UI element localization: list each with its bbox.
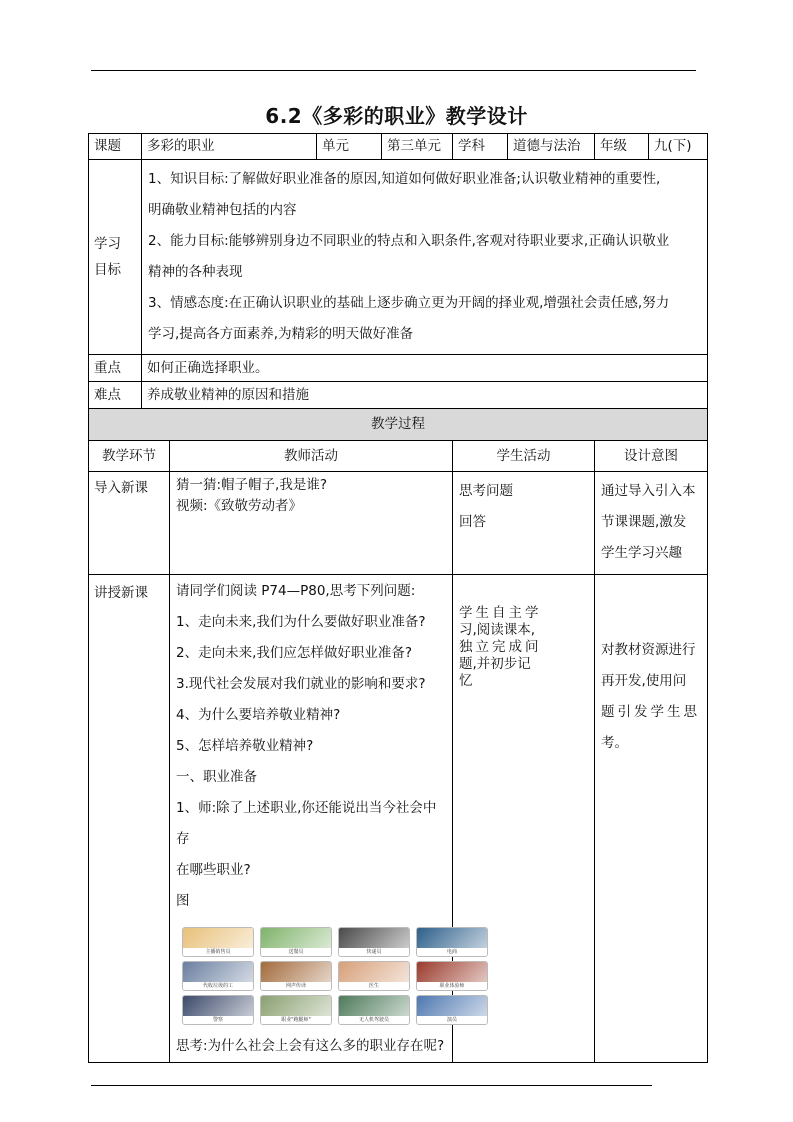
occupation-illustration	[417, 928, 487, 948]
column-header-row	[89, 441, 708, 472]
grade-value: 九(下)	[649, 134, 708, 160]
teacher-line: 请同学们阅读 P74—P80,思考下列问题:	[176, 583, 416, 599]
teacher-line: 5、怎样培养敬业精神?	[176, 738, 314, 754]
occupation-caption: 医生	[339, 982, 409, 990]
intro-teacher	[170, 472, 453, 575]
teacher-line: 图	[176, 893, 190, 909]
teacher-line: 1、走向未来,我们为什么要做好职业准备?	[176, 614, 426, 630]
difficult-point-value: 养成敬业精神的原因和措施	[142, 382, 708, 409]
occupation-caption: 快递员	[339, 948, 409, 956]
purpose-line: 考。	[601, 735, 628, 751]
occupation-illustration	[417, 996, 487, 1016]
lecture-purpose	[595, 575, 708, 1063]
grade-label: 年级	[595, 134, 649, 160]
occupation-illustration	[261, 962, 331, 982]
lecture-teacher	[170, 575, 465, 1063]
teacher-line: 在哪些职业?	[176, 862, 251, 878]
column-purpose: 设计意图	[595, 441, 708, 472]
occupation-caption: 电商	[417, 948, 487, 956]
teacher-line: 1、师:除了上述职业,你还能说出当今社会中存	[176, 800, 437, 847]
occupation-image	[260, 995, 332, 1025]
occupation-illustration	[339, 928, 409, 948]
header-rule	[91, 70, 696, 71]
occupation-illustration	[339, 996, 409, 1016]
occupation-illustration	[261, 996, 331, 1016]
occupation-image	[338, 927, 410, 957]
occupation-caption: 网声传译	[261, 982, 331, 990]
objective-line: 学习,提高各方面素养,为精彩的明天做好准备	[148, 326, 414, 342]
occupation-illustration	[339, 962, 409, 982]
lecture-row	[89, 575, 708, 1063]
occupation-image	[416, 927, 488, 957]
process-header-row	[89, 409, 708, 441]
purpose-line: 题引发学生思	[601, 704, 700, 720]
document-title: 6.2《多彩的职业》教学设计	[265, 104, 528, 128]
key-point-label: 重点	[89, 355, 142, 382]
objective-line: 明确敬业精神包括的内容	[148, 202, 297, 218]
column-teacher: 教师活动	[170, 441, 453, 472]
objective-line: 3、情感态度:在正确认识职业的基础上逐步确立更为开阔的择业观,增强社会责任感,努力	[148, 295, 670, 311]
teacher-line: 2、走向未来,我们应怎样做好职业准备?	[176, 645, 413, 661]
teacher-line: 猜一猜:帽子帽子,我是谁?	[176, 477, 328, 493]
purpose-line: 学生学习兴趣	[601, 545, 682, 561]
teacher-line: 3.现代社会发展对我们就业的影响和要求?	[176, 676, 426, 692]
occupation-image	[338, 995, 410, 1025]
occupation-image-grid	[182, 927, 465, 1025]
key-point-row	[89, 355, 708, 382]
student-line: 回答	[459, 514, 486, 530]
key-point-value: 如何正确选择职业。	[142, 355, 708, 382]
occupation-image	[416, 961, 488, 991]
student-line: 题,并初步记	[459, 656, 531, 672]
occupation-illustration	[183, 928, 253, 948]
subject-label: 学科	[453, 134, 508, 160]
student-line: 习,阅读课本,	[459, 622, 536, 638]
info-row	[89, 134, 708, 160]
occupation-image	[260, 961, 332, 991]
occupation-caption: 主播销售员	[183, 948, 253, 956]
column-student: 学生活动	[453, 441, 595, 472]
occupation-image	[260, 927, 332, 957]
occupation-illustration	[183, 996, 253, 1016]
occupation-caption: 警察	[183, 1016, 253, 1024]
topic-value: 多彩的职业	[142, 134, 317, 160]
difficult-point-label: 难点	[89, 382, 142, 409]
difficult-point-row	[89, 382, 708, 409]
objectives-row	[89, 160, 708, 355]
objective-line: 2、能力目标:能够辨别身边不同职业的特点和入职条件,客观对待职业要求,正确认识敬业	[148, 233, 670, 249]
intro-student	[453, 472, 595, 575]
occupation-image	[338, 961, 410, 991]
objectives-label: 学习目标	[89, 160, 142, 355]
teacher-line: 4、为什么要培养敬业精神?	[176, 707, 341, 723]
occupation-caption: 演员	[417, 1016, 487, 1024]
unit-value: 第三单元	[382, 134, 453, 160]
intro-purpose	[595, 472, 708, 575]
teacher-line: 思考:为什么社会上会有这么多的职业存在呢?	[176, 1038, 445, 1054]
purpose-line: 对教材资源进行	[601, 642, 696, 658]
objectives-content	[142, 160, 708, 355]
occupation-image	[182, 995, 254, 1025]
student-line: 独立完成问	[459, 639, 542, 655]
student-line: 忆	[459, 673, 473, 689]
column-stage: 教学环节	[89, 441, 170, 472]
lesson-plan-table	[88, 133, 707, 1063]
occupation-image	[416, 995, 488, 1025]
occupation-caption: 无人机驾驶员	[339, 1016, 409, 1024]
student-line: 思考问题	[459, 483, 513, 499]
intro-stage: 导入新课	[89, 472, 170, 575]
occupation-caption: 职业体验师	[417, 982, 487, 990]
purpose-line: 通过导入引入本	[601, 483, 696, 499]
objective-line: 精神的各种表现	[148, 264, 243, 280]
intro-row	[89, 472, 708, 575]
occupation-image	[182, 961, 254, 991]
purpose-line: 节课课题,激发	[601, 514, 687, 530]
subject-value: 道德与法治	[508, 134, 595, 160]
student-line: 学生自主学	[459, 605, 542, 621]
occupation-image	[182, 927, 254, 957]
occupation-caption: 代收垃圾的工	[183, 982, 253, 990]
teacher-line: 视频:《致敬劳动者》	[176, 498, 303, 514]
teacher-line: 一、职业准备	[176, 769, 257, 785]
topic-label: 课题	[89, 134, 142, 160]
process-header: 教学过程	[89, 409, 708, 441]
occupation-illustration	[183, 962, 253, 982]
lecture-stage: 讲授新课	[89, 575, 170, 1063]
occupation-caption: 职业"跑腿师"	[261, 1016, 331, 1024]
purpose-line: 再开发,使用问	[601, 673, 687, 689]
occupation-caption: 送餐员	[261, 948, 331, 956]
footer-rule	[91, 1085, 652, 1086]
objective-line: 1、知识目标:了解做好职业准备的原因,知道如何做好职业准备;认识敬业精神的重要性,	[148, 171, 661, 187]
occupation-illustration	[417, 962, 487, 982]
unit-label: 单元	[317, 134, 382, 160]
occupation-illustration	[261, 928, 331, 948]
